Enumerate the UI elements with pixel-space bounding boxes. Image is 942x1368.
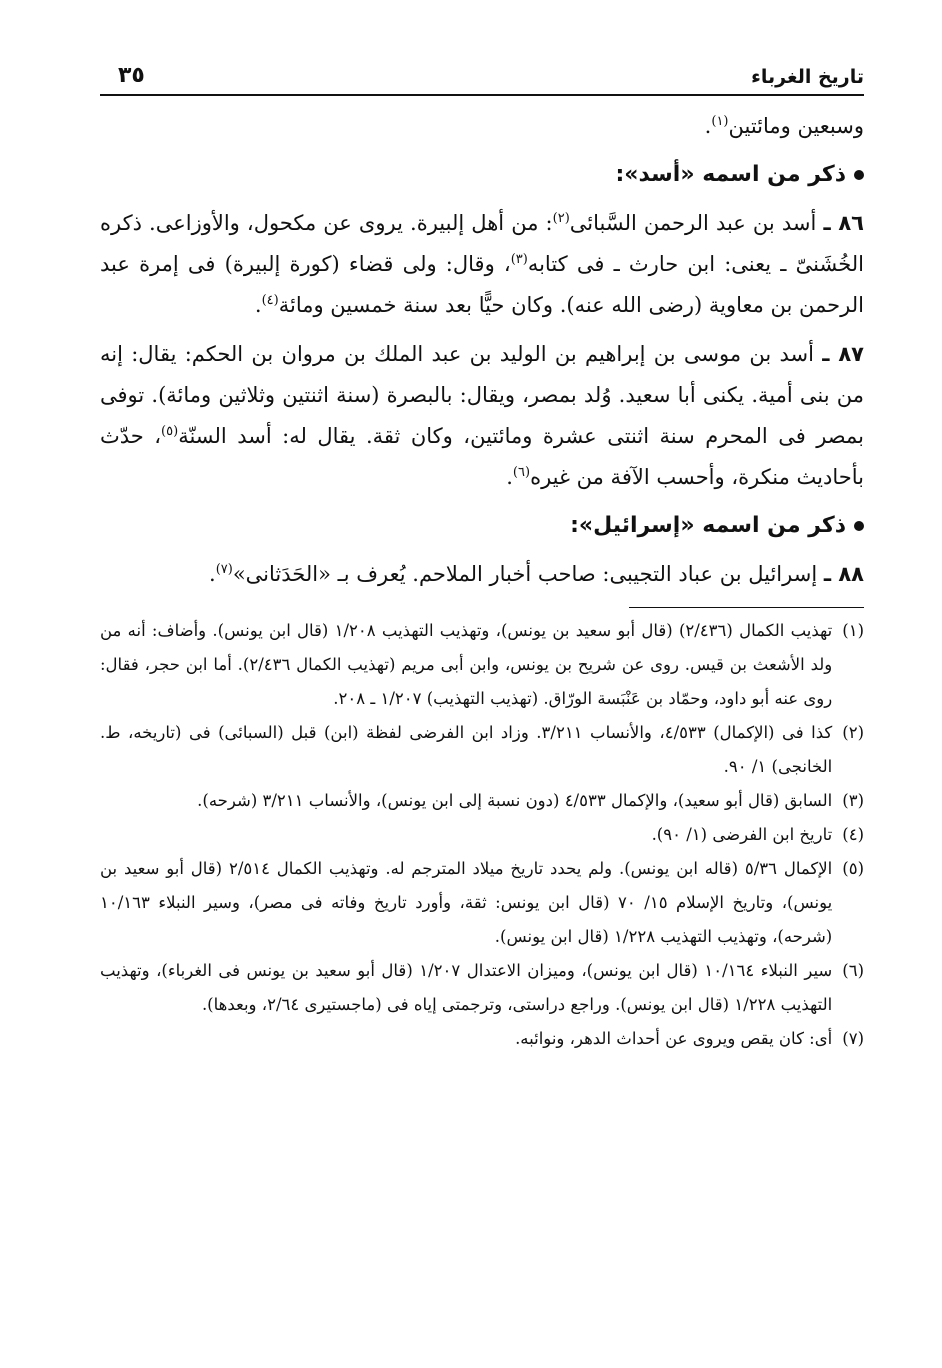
footnote-ref[interactable]: (١) <box>711 114 729 129</box>
footnote-mark: (٥) <box>842 859 864 878</box>
footnote-text: السابق (قال أبو سعيد)، والإكمال ٤/٥٣٣ (دون نسبة إلى ابن يونس)، والأنساب ٣/٢١١ (شرحه). <box>197 791 833 810</box>
footnote-text: تاريخ ابن الفرضى (١/ ٩٠). <box>651 825 833 844</box>
continuation-line: وسبعين ومائتين$^{(١)}$. <box>704 114 864 138</box>
page-number: ٣٥ <box>118 63 145 88</box>
footnote-text: كذا فى (الإكمال) ٤/٥٣٣، والأنساب ٣/٢١١. وزاد ابن الفرضى لفظة (ابن) قبل (السبائى) فى (تاريخه، ط. الخانجى) ١/ ٩٠. <box>100 723 833 776</box>
footnote-ref[interactable]: (٢) <box>552 211 570 226</box>
footnote <box>100 818 864 852</box>
footnote-text: سير النبلاء ١٠/١٦٤ (قال ابن يونس)، وميزان الاعتدال ١/٢٠٧ (قال أبو سعيد بن يونس فى الغرباء)، وتهذيب التهذيب ١/٢٢٨ (قال ابن يونس). وراجع دراستى، وترجمتى إياه فى (ماجستيرى ٢/٦٤، وبعدها). <box>100 961 833 1014</box>
footnote-ref[interactable]: (٣) <box>510 252 528 267</box>
entry-86: ٨٦ ـ أسد بن عبد الرحمن السَّبائى$^{(٢)}$: من أهل إلبيرة. يروى عن مكحول، والأوزاعى. ذكره الخُشَنىّ ـ يعنى: ابن حارث ـ فى كتابه$^{(٣)}$، وقال: ولى قضاء (كورة إلبيرة) فى إمرة عبد الرحمن بن معاوية (رضى الله عنه). وكان حيًّا بعد سنة خمسين ومائة$^{(٤)}$. <box>100 211 864 317</box>
footnote-mark: (٤) <box>842 825 864 844</box>
footnote-text: تهذيب الكمال (٢/٤٣٦) (قال أبو سعيد بن يونس)، وتهذيب التهذيب ١/٢٠٨ (قال ابن يونس). وأضاف: أنه من ولد الأشعث بن قيس. روى عن شريح بن يونس، وابن أبى مريم (تهذيب الكمال ٢/٤٣٦). أما ابن حجر، فقال: روى عنه أبو داود، وحمّاد بن عَنْبَسة الورّاق. (تهذيب التهذيب) ١/٢٠٧ ـ ٢٠٨. <box>100 621 833 708</box>
footnote <box>100 716 864 784</box>
footnote <box>100 954 864 1022</box>
running-title: تاريخ الغرباء <box>751 66 864 88</box>
footnote-ref[interactable]: (٥) <box>161 424 179 439</box>
footnote-ref[interactable]: (٦) <box>512 465 531 480</box>
section-heading: ذكر من اسمه «أسد»: <box>100 155 864 195</box>
page-header <box>100 52 864 88</box>
book-page <box>100 52 864 1056</box>
footnote <box>100 784 864 818</box>
bullet-icon <box>854 521 864 531</box>
footnote <box>100 852 864 954</box>
header-rule <box>100 94 864 96</box>
footnote-ref[interactable]: (٤) <box>261 293 279 308</box>
section-heading: ذكر من اسمه «إسرائيل»: <box>100 506 864 546</box>
footnote-mark: (١) <box>842 621 864 640</box>
footnote <box>100 1022 864 1056</box>
footnote-text: الإكمال ٥/٣٦ (قاله ابن يونس). ولم يحدد تاريخ ميلاد المترجم له. وتهذيب الكمال ٢/٥١٤ (قال أبو سعيد بن يونس)، وتاريخ الإسلام ١٥/ ٧٠ (قال ابن يونس: ثقة، وأورد تاريخ وفاته فى مصر)، وسير النبلاء ١٠/١٦٣ (شرحه)، وتهذيب التهذيب ١/٢٢٨ (قال ابن يونس). <box>100 859 833 946</box>
footnote-mark: (٣) <box>842 791 864 810</box>
entry-number: ٨٨ ـ <box>823 562 864 586</box>
footnotes <box>100 614 864 1056</box>
bullet-icon <box>854 170 864 180</box>
footnote <box>100 614 864 716</box>
footnote-separator <box>629 607 864 608</box>
footnote-mark: (٧) <box>842 1029 864 1048</box>
footnote-mark: (٦) <box>842 961 864 980</box>
footnote-mark: (٢) <box>842 723 864 742</box>
entry-87: ٨٧ ـ أسد بن موسى بن إبراهيم بن الوليد بن عبد الملك بن مروان بن الحكم: يقال: إنه من بنى أمية. يكنى أبا سعيد. وُلد بمصر، ويقال: بالبصرة (سنة اثنتين وثلاثين ومائة). توفى بمصر فى المحرم سنة اثنتى عشرة ومائتين، وكان ثقة. يقال له: أسد السنّة$^{(٥)}$، حدّث بأحاديث منكرة، وأحسب الآفة من غيره$^{(٦)}$. <box>100 342 865 489</box>
footnote-text: أى: كان يقص ويروى عن أحداث الدهر، ونوائبه. <box>515 1029 833 1048</box>
entry-number: ٨٦ ـ <box>823 211 864 235</box>
entry-88: ٨٨ ـ إسرائيل بن عباد التجيبى: صاحب أخبار الملاحم. يُعرف بـ «الحَدَثانى»$^{(٧)}$. <box>209 562 864 586</box>
footnote-ref[interactable]: (٧) <box>215 562 233 577</box>
entry-number: ٨٧ ـ <box>822 342 864 366</box>
